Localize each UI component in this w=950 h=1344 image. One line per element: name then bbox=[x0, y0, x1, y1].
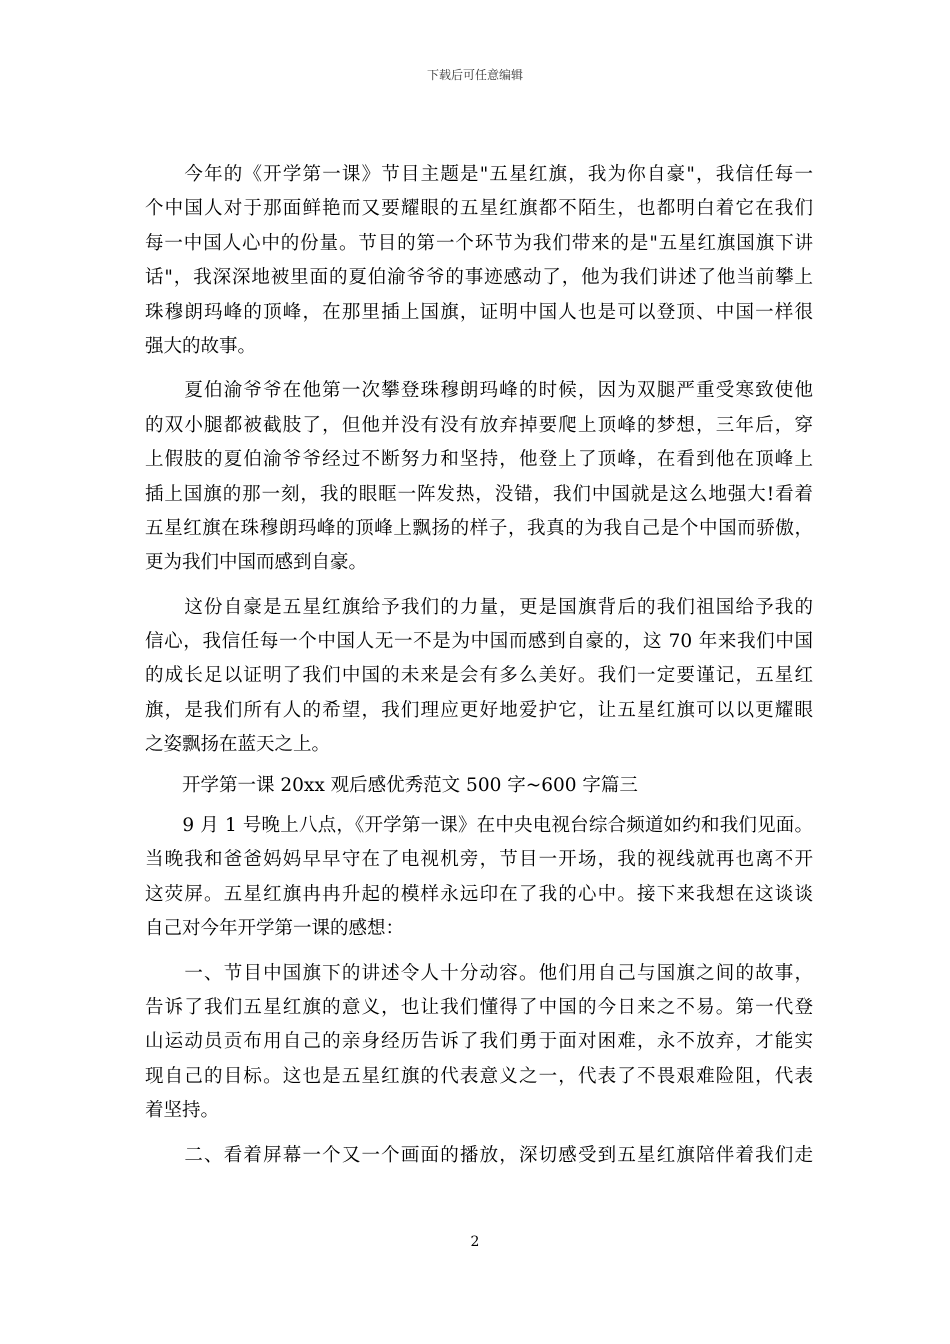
text-line: 之姿飘扬在蓝天之上。 bbox=[145, 734, 331, 756]
text-line: 二、看着屏幕一个又一个画面的播放，深切感受到五星红旗陪伴着我们走 bbox=[145, 1144, 813, 1166]
paragraph-4 bbox=[145, 809, 813, 947]
paragraph-6 bbox=[145, 1139, 813, 1173]
text-line: 的双小腿都被截肢了，但他并没有没有放弃掉要爬上顶峰的梦想，三年后，穿 bbox=[145, 414, 813, 436]
text-line: 的成长足以证明了我们中国的未来是会有多么美好。我们一定要谨记，五星红 bbox=[145, 665, 813, 687]
heading-line: 开学第一课 20xx 观后感优秀范文 500 字~600 字篇三 bbox=[145, 774, 638, 796]
text-line: 夏伯渝爷爷在他第一次攀登珠穆朗玛峰的时候，因为双腿严重受寒致使他 bbox=[145, 380, 813, 402]
text-line: 一、节目中国旗下的讲述令人十分动容。他们用自己与国旗之间的故事， bbox=[145, 962, 813, 984]
text-line: 自己对今年开学第一课的感想： bbox=[145, 918, 405, 940]
text-line: 插上国旗的那一刻，我的眼眶一阵发热，没错，我们中国就是这么地强大!看着 bbox=[145, 483, 813, 505]
text-line: 当晚我和爸爸妈妈早早守在了电视机旁，节目一开场，我的视线就再也离不开 bbox=[145, 849, 813, 871]
text-line: 着坚持。 bbox=[145, 1100, 220, 1122]
paragraph-3 bbox=[145, 591, 813, 763]
text-line: 今年的《开学第一课》节目主题是"五星红旗，我为你自豪"，我信任每一 bbox=[145, 164, 813, 185]
section-heading bbox=[145, 769, 813, 803]
text-line: 强大的故事。 bbox=[145, 335, 257, 357]
text-line: 信心，我信任每一个中国人无一不是为中国而感到自豪的，这 70 年来我们中国 bbox=[145, 631, 813, 653]
paragraph-2 bbox=[145, 374, 813, 580]
text-line: 这荧屏。五星红旗冉冉升起的模样永远印在了我的心中。接下来我想在这谈谈 bbox=[145, 883, 813, 905]
text-line: 每一中国人心中的份量。节目的第一个环节为我们带来的是"五星红旗国旗下讲 bbox=[145, 232, 813, 254]
text-line: 五星红旗在珠穆朗玛峰的顶峰上飘扬的样子，我真的为我自己是个中国而骄傲， bbox=[145, 517, 813, 539]
text-line: 话"，我深深地被里面的夏伯渝爷爷的事迹感动了，他为我们讲述了他当前攀上 bbox=[145, 267, 813, 289]
text-line: 珠穆朗玛峰的顶峰，在那里插上国旗，证明中国人也是可以登顶、中国一样很 bbox=[145, 301, 813, 323]
text-line: 9 月 1 号晚上八点，《开学第一课》在中央电视台综合频道如约和我们见面。 bbox=[145, 815, 813, 837]
paragraph-1 bbox=[145, 158, 813, 364]
document-body bbox=[145, 158, 813, 1173]
text-line: 旗，是我们所有人的希望，我们理应更好地爱护它，让五星红旗可以以更耀眼 bbox=[145, 699, 813, 721]
text-line: 个中国人对于那面鲜艳而又要耀眼的五星红旗都不陌生，也都明白着它在我们 bbox=[145, 198, 813, 220]
text-line: 现自己的目标。这也是五星红旗的代表意义之一，代表了不畏艰难险阻，代表 bbox=[145, 1065, 813, 1087]
text-line: 山运动员贡布用自己的亲身经历告诉了我们勇于面对困难，永不放弃，才能实 bbox=[145, 1031, 813, 1053]
text-line: 上假肢的夏伯渝爷爷经过不断努力和坚持，他登上了顶峰，在看到他在顶峰上 bbox=[145, 449, 813, 471]
text-line: 告诉了我们五星红旗的意义，也让我们懂得了中国的今日来之不易。第一代登 bbox=[145, 996, 813, 1018]
page-header: 下载后可任意编辑 bbox=[426, 68, 523, 82]
text-line: 更为我们中国而感到自豪。 bbox=[145, 552, 368, 574]
paragraph-5 bbox=[145, 957, 813, 1129]
text-line: 这份自豪是五星红旗给予我们的力量，更是国旗背后的我们祖国给予我的 bbox=[145, 596, 813, 618]
page-number: 2 bbox=[470, 1234, 480, 1250]
